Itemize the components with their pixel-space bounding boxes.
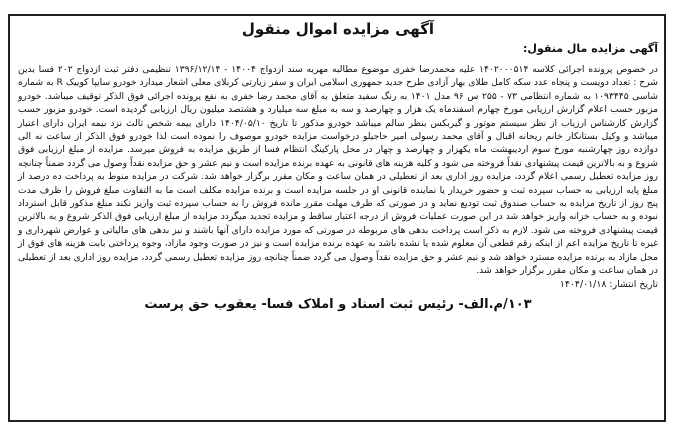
publish-date-label: تاریخ انتشار:	[609, 278, 658, 290]
notice-body	[18, 63, 658, 278]
publish-date: ۱۴۰۴/۰۱/۱۸	[559, 278, 607, 290]
notice-title: آگهی مزایده اموال منقول	[241, 20, 435, 38]
auction-notice	[8, 14, 666, 422]
notice-paragraph: در خصوص پرونده اجرائی کلاسه ۱۴۰۲۰۰۰۵۱۴ علیه محمدرضا خفری موضوع مطالبه مهریه سند ازدواج ۱۴۰۰۴ - ۱۳۹۶/۱۲/۱۴ تنظیمی دفتر ثبت ازدواج ۲۰۲ فسا بدین شرح : تعداد دویست و پنجاه عدد سکه کامل طلای بهار آزادی طرح جدید جمهوری اسلامی ایران و سفر زیارتی کربلای معلی اشعار میدارد خودرو سایپا کوییک R به شماره شاسی ۱۰۹۳۴۴۵ به شماره انتظامی ۷۳ - ۲۵۵ س ۹۶ مدل ۱۴۰۱ به رنگ سفید متعلق به آقای محمد رضا خفری به نفع پرونده اجرائی فوق الذکر توقیف میباشد. خودرو مزبور حسب اعلام گزارش ارزیابی مورخ چهارم اسفندماه یک هزار و چهارصد و سه به مبلغ سه میلیارد و هشتصد میلیون ریال ارزیابی گردیده است. خودرو مزبور حسب گزارش کارشناس ارزیاب از نظر سیستم موتور و گیربکس بنظر سالم میباشد خودرو مذکور تا تاریخ ۱۴۰۴/۰۵/۱۰ دارای بیمه شخص ثالث نزد بیمه ایران دارای اعتبار میباشد و وکیل بستانکار خانم ریحانه اقبال و آقای محمد رسولی امیر حاجیلو درخواست مزایده خودرو موصوف را نموده است لذا خودرو فوق الذکر از ساعت نه الی دوازده روز چهارشنبه مورخ سوم اردیبهشت ماه یکهزار و چهارصد و چهار در محل پارکینگ انتظام فسا از طریق مزایده به فروش میرسد. مزایده از مبلغ ارزیابی فوق شروع و به بالاترین قیمت پیشنهادی نقداً فروخته می شود و کلیه هزینه های قانونی به عهده برنده مزایده است و نیم عشر و حق مزایده نقداً وصول می گردد ضمناً چنانچه روز مزایده تعطیل رسمی اعلام گردد، مزایده روز اداری بعد از تعطیلی در همان ساعت و مکان مقرر برگزار خواهد شد. شرکت در مزایده منوط به پرداخت ده درصد از مبلغ پایه ارزیابی به حساب سپرده ثبت و حضور خریدار یا نماینده قانونی او در جلسه مزایده است و برنده مزایده مکلف است ما به التفاوت مبلغ فروش را ظرف مدت پنج روز از تاریخ مزایده به حساب صندوق ثبت تودیع نماید و در صورتی که ظرف مهلت مقرر مانده فروش را به حساب سپرده ثبت واریز نکند مبلغ مذکور قابل استرداد نبوده و به حساب خزانه واریز خواهد شد در این صورت عملیات فروش از درجه اعتبار ساقط و مزایده تجدید میگردد مزایده از مبلغ ارزیابی فوق الذکر شروع و به بالاترین قیمت پیشنهادی فروخته می شود. لازم به ذکر است پرداخت بدهی های مربوطه در صورتی که مورد مزایده دارای آنها باشند و نیز بدهی های مالیاتی و عوارض شهرداری و غیره تا تاریخ مزایده اعم از اینکه رقم قطعی آن معلوم شده یا نشده باشد به عهده برنده مزایده است و نیز در صورت وجود مازاد، وجوه پرداختی بابت هزینه های فوق از محل مازاد به برنده مزایده مسترد خواهد شد و نیم عشر و حق مزایده نقداً وصول می گردد ضمناً چنانچه روز مزایده تعطیل رسمی گردد، مزایده روز اداری بعد از تعطیلی در همان ساعت و مکان مقرر برگزار خواهد شد.	[18, 64, 659, 277]
publish-date-line	[18, 279, 658, 290]
notice-signature: ۱۰۳/م.الف- رئیس ثبت اسناد و املاک فسا- یعقوب حق پرست	[144, 296, 532, 312]
notice-subtitle: آگهی مزایده مال منقول:	[523, 42, 658, 55]
